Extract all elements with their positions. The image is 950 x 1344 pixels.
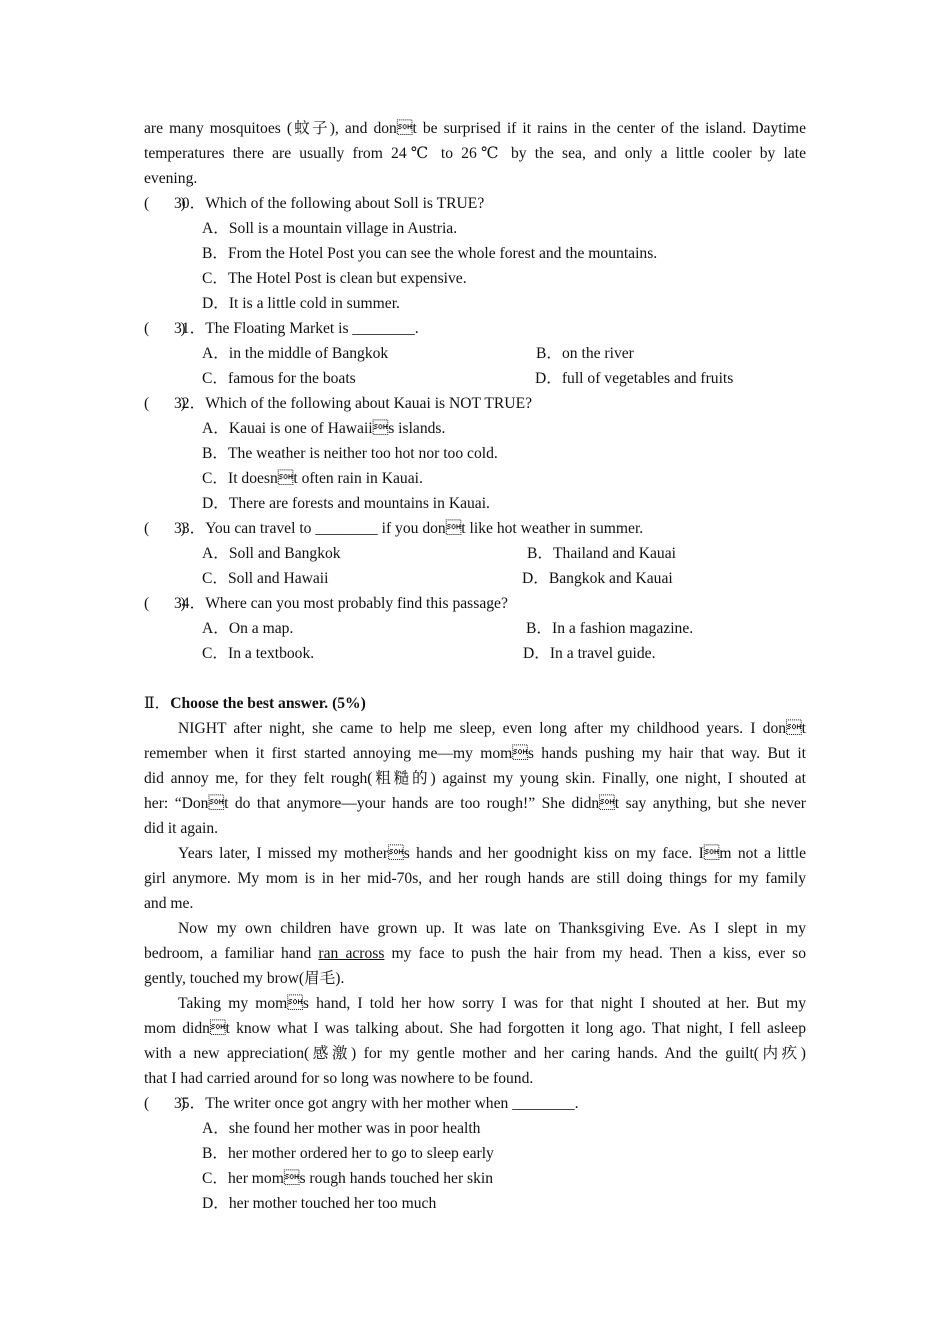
option-c: C．The Hotel Post is clean but expensive. [202, 270, 467, 287]
option-a: A．Kauai is one of Hawaiis islands. [202, 420, 446, 437]
story-line: that I had carried around for so long was nowhere to be found. [144, 1070, 534, 1087]
option-b: B．From the Hotel Post you can see the whole forest and the mountains. [202, 245, 658, 262]
question-stem: 33．You can travel to ________ if you dont like hot weather in summer. [174, 520, 644, 537]
option-d: D．It is a little cold in summer. [202, 295, 400, 312]
question-stem: 30．Which of the following about Soll is TRUE? [174, 195, 485, 212]
spacer [144, 666, 806, 691]
option-line [144, 641, 806, 666]
option-b: B．Thailand and Kauai [527, 545, 676, 562]
option-d: D．her mother touched her too much [202, 1195, 437, 1212]
option-d: D．full of vegetables and fruits [535, 370, 734, 387]
option-line [144, 541, 806, 566]
story-line: gently, touched my brow(眉毛). [144, 970, 345, 987]
option-a: A．in the middle of Bangkok [202, 345, 389, 362]
passage-line: temperatures there are usually from 24℃ to 26℃ by the sea, and only a little cooler by late [144, 145, 806, 162]
option-line [144, 441, 806, 466]
answer-blank[interactable]: ( ) [144, 320, 186, 337]
question-34 [144, 591, 806, 616]
option-line [144, 1166, 806, 1191]
option-line [144, 366, 806, 391]
story-line: mom didnt know what I was talking about. She had forgotten it long ago. That night, I fell asleep [144, 1020, 806, 1037]
story-line: NIGHT after night, she came to help me sleep, even long after my childhood years. I dont [178, 720, 806, 737]
option-c: C．Soll and Hawaii [202, 570, 329, 587]
option-c: C．In a textbook. [202, 645, 315, 662]
answer-blank[interactable]: ( ) [144, 520, 186, 537]
question-32 [144, 391, 806, 416]
story-line: and me. [144, 895, 194, 912]
option-c: C．her moms rough hands touched her skin [202, 1170, 494, 1187]
story-text: bedroom, a familiar hand [144, 945, 319, 962]
passage-line: are many mosquitoes (蚊子), and dont be surprised if it rains in the center of the island. Daytime [144, 120, 806, 137]
option-line [144, 1141, 806, 1166]
question-stem: 32．Which of the following about Kauai is NOT TRUE? [174, 395, 533, 412]
option-line [144, 291, 806, 316]
option-line [144, 341, 806, 366]
question-33 [144, 516, 806, 541]
option-a: A．Soll and Bangkok [202, 545, 341, 562]
section-title: Choose the best answer. (5%) [170, 695, 366, 712]
option-line [144, 491, 806, 516]
answer-blank[interactable]: ( ) [144, 595, 186, 612]
story-line: her: “Dont do that anymore—your hands are too rough!” She didnt say anything, but she never [144, 795, 806, 812]
option-line [144, 416, 806, 441]
question-30 [144, 191, 806, 216]
story-line: girl anymore. My mom is in her mid-70s, and her rough hands are still doing things for my family [144, 870, 806, 887]
answer-blank[interactable]: ( ) [144, 395, 186, 412]
option-line [144, 566, 806, 591]
story-line: with a new appreciation(感激) for my gentle mother and her caring hands. And the guilt(内疚) [144, 1045, 806, 1062]
question-35 [144, 1091, 806, 1116]
option-d: D．Bangkok and Kauai [522, 570, 673, 587]
option-a: A．On a map. [202, 620, 294, 637]
story-line: Years later, I missed my mothers hands and her goodnight kiss on my face. Im not a little [178, 845, 806, 862]
section-number: Ⅱ． [144, 695, 171, 712]
option-a: A．she found her mother was in poor health [202, 1120, 481, 1137]
option-c: C．It doesnt often rain in Kauai. [202, 470, 423, 487]
question-31 [144, 316, 806, 341]
option-c: C．famous for the boats [202, 370, 356, 387]
option-b: B．In a fashion magazine. [526, 620, 694, 637]
story-line: Now my own children have grown up. It was late on Thanksgiving Eve. As I slept in my [178, 920, 806, 937]
story-line: Taking my moms hand, I told her how sorry I was for that night I shouted at her. But my [178, 995, 806, 1012]
passage-line: evening. [144, 170, 198, 187]
story-line: did it again. [144, 820, 219, 837]
option-b: B．The weather is neither too hot nor too cold. [202, 445, 498, 462]
option-line [144, 1116, 806, 1141]
option-line [144, 241, 806, 266]
underlined-phrase: ran across [318, 945, 385, 962]
option-line [144, 1191, 806, 1216]
question-stem: 35．The writer once got angry with her mother when ________. [174, 1095, 579, 1112]
option-d: D．There are forests and mountains in Kauai. [202, 495, 490, 512]
option-a: A．Soll is a mountain village in Austria. [202, 220, 458, 237]
option-line [144, 216, 806, 241]
section-heading [144, 691, 806, 716]
question-stem: 31．The Floating Market is ________. [174, 320, 419, 337]
option-line [144, 616, 806, 641]
story-line: remember when it first started annoying me—my moms hands pushing my hair that way. But it [144, 745, 806, 762]
story-line [144, 941, 806, 966]
option-line [144, 466, 806, 491]
question-stem: 34．Where can you most probably find this passage? [174, 595, 508, 612]
answer-blank[interactable]: ( ) [144, 1095, 186, 1112]
option-b: B．on the river [536, 345, 634, 362]
story-text: my face to push the hair from my head. Then a kiss, ever so [384, 945, 806, 962]
option-d: D．In a travel guide. [523, 645, 656, 662]
page-content [144, 116, 806, 1216]
option-line [144, 266, 806, 291]
option-b: B．her mother ordered her to go to sleep early [202, 1145, 494, 1162]
answer-blank[interactable]: ( ) [144, 195, 186, 212]
story-line: did annoy me, for they felt rough(粗糙的) against my young skin. Finally, one night, I shouted at [144, 770, 806, 787]
